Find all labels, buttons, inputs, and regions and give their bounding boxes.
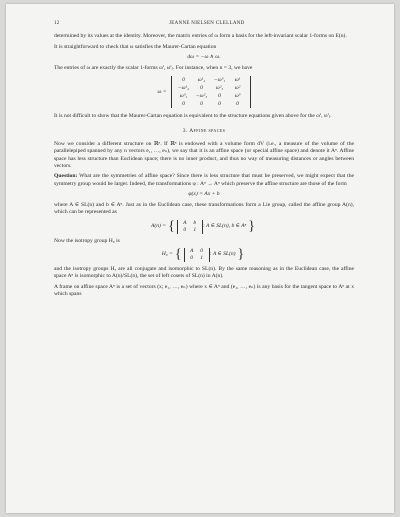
paragraph-3: The entries of ω are exactly the scalar 1-forms ωⁱ, ωⁱⱼ. For instance, when n = 3, we have <box>54 65 253 72</box>
matrix-cell: ω³ <box>234 93 241 100</box>
paragraph-10: A frame on affine space Aⁿ is a set of vectors (x; e₁, …, eₙ) where x ∈ Aⁿ and (e₁, …, eₙ) is any basis for the tangent space to Aⁿ at x which spans <box>54 283 354 297</box>
matrix-cell: A <box>183 219 187 226</box>
isotropy-group-matrix <box>184 248 210 262</box>
matrix-cell: ω¹ <box>234 77 241 84</box>
question-text: What are the symmetries of affine space? Since there is less structure that must be preserved, we might expect that the symmetry group would be larger. Indeed, the transformations φ : Aⁿ → Aⁿ which preserve the affine structure are those of the form <box>54 173 354 187</box>
affine-group-matrix <box>177 220 203 234</box>
matrix-cell: 1 <box>200 255 204 262</box>
question-label: Question: <box>54 173 78 180</box>
matrix-cell: A <box>189 248 194 255</box>
section-heading: 3. Affine spaces <box>182 127 226 134</box>
matrix-cell: −ω³₁ <box>213 77 226 84</box>
matrix-cell: −ω¹₂ <box>177 85 190 92</box>
page-content <box>54 20 354 301</box>
matrix-cell: b <box>193 219 197 226</box>
matrix-cell: 0 <box>218 101 221 108</box>
set2-condition: : A ∈ SL(n) <box>209 251 236 258</box>
paragraph-5: Now we consider a different structure on ℝⁿ. If ℝⁿ is endowed with a volume form dV (i.e., a measure of the volume of the parallelepiped spanned by any n vectors e₁, …, eₙ), we say that it is an affine space (or special affine space) and denote it Aⁿ. Affine space has less structure than Euclidean space; there is no inner product, and thus no way of measuring distances or angles between vectors. <box>54 141 354 169</box>
matrix-cell: ω³₁ <box>179 93 188 100</box>
matrix-cell: 0 <box>200 85 203 92</box>
matrix-cell: 0 <box>183 226 187 233</box>
paragraph-9: and the isotropy groups Hₓ are all conjugate and isomorphic to SL(n). By the same reasoning as in the Euclidean case, the affine space Aⁿ is isomorphic to A(n)/SL(n), the set of left cosets of SL(n) in A(n). <box>54 266 354 280</box>
matrix-cell: 0 <box>200 248 204 255</box>
paragraph-6 <box>54 173 354 188</box>
affine-transformation-equation: φ(x) = Ax + b <box>188 190 220 197</box>
left-brace: { <box>168 219 175 235</box>
matrix-label: ω = <box>157 88 167 95</box>
right-brace: } <box>237 247 245 263</box>
omega-matrix <box>171 76 251 108</box>
isotropy-group-definition <box>54 248 354 262</box>
running-header <box>54 20 354 27</box>
matrix-cell: 0 <box>182 101 185 108</box>
right-brace: } <box>248 219 256 235</box>
matrix-cell: −ω²₃ <box>195 93 208 100</box>
omega-matrix-display <box>54 76 354 108</box>
affine-group-definition <box>54 220 354 234</box>
matrix-cell: 0 <box>200 101 203 108</box>
set2-label: H₀ = <box>161 251 173 258</box>
set1-label: A(n) = <box>150 223 167 230</box>
matrix-cell: 1 <box>193 226 197 233</box>
set1-condition: : A ∈ SL(n), b ∈ Aⁿ <box>202 223 247 230</box>
paragraph-4: It is not difficult to show that the Maurer-Cartan equation is equivalent to the structure equations given above for the ωⁱ, ωⁱⱼ. <box>54 113 332 120</box>
paragraph-7: where A ∈ SL(n) and b ∈ Aⁿ. Just as in the Euclidean case, these transformations form a Lie group, called the affine group A(n), which can be represented as <box>54 202 354 216</box>
paragraph-8: Now the isotropy group H₀ is <box>54 237 120 244</box>
paper-page <box>6 4 394 513</box>
maurer-cartan-equation: dω = −ω ∧ ω. <box>187 53 221 60</box>
matrix-cell: 0 <box>236 101 239 108</box>
matrix-cell: 0 <box>218 93 221 100</box>
matrix-cell: ω² <box>234 85 241 92</box>
page-number: 12 <box>54 21 60 26</box>
matrix-cell: ω¹₂ <box>197 77 206 84</box>
matrix-cell: 0 <box>190 255 194 262</box>
left-brace: { <box>174 247 182 263</box>
paragraph-2: It is straightforward to check that ω satisfies the Maurer-Cartan equation <box>54 43 217 50</box>
running-title: JEANNE NIELSEN CLELLAND <box>169 21 245 26</box>
matrix-cell: ω²₃ <box>215 85 224 92</box>
paragraph-1: determined by its values at the identity. Moreover, the matrix entries of ω form a basis for the left-invariant scalar 1-forms on E(n). <box>54 33 347 40</box>
matrix-cell: 0 <box>182 77 185 84</box>
